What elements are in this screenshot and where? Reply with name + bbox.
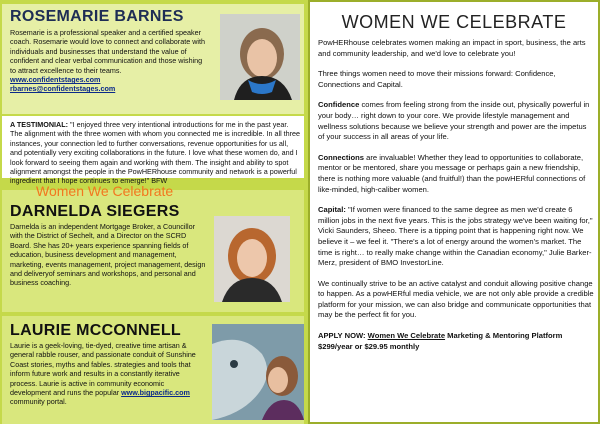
profile-bio: Darnelda is an independent Mortgage Broker, a Councillor with the District of Sechelt, and a Director on the SCRD Board. She has 20+ years experience spanning fields of education, business development and management, marketing, events management, project management, design and deliveryof seminars and workshops, and personal and business coaching. [10, 222, 206, 288]
confidence-paragraph [318, 100, 594, 142]
testimonial-label: A TESTIMONIAL: [10, 120, 69, 129]
testimonial [10, 120, 302, 186]
apply-paragraph [318, 331, 594, 352]
profile-photo-laurie [212, 324, 304, 420]
bio-text: Rosemarie is a professional speaker and a certified speaker coach. Rosemarie would love to connect and collaborate with individuals and businesses that understand the value of confident and clear verbal communication and those wishing to attract excellence to their teams. [10, 28, 205, 75]
website-link[interactable]: www.confidentstages.com [10, 75, 101, 85]
confidence-text: comes from feeling strong from the inside out, physically powerful in your body… right down to your core. We provide lifestyle management and wellness solutions because we believe your strength and power are the impetus of your success in all areas of your life. [318, 100, 590, 142]
connections-paragraph [318, 153, 594, 195]
bio-text: Laurie is a geek-loving, tie-dyed, creative time artisan & general rabble rouser, and passionate conduit of Sunshine Coast stories, myths and fables. strategies and tools that inform future work and results in a constantly iterative process. Laurie is active in community economic development and runs the popular [10, 341, 196, 398]
website-link[interactable]: www.bigpacific.com [121, 388, 190, 398]
capital-paragraph [318, 205, 594, 269]
right-column [308, 0, 600, 424]
profile-photo-rosemarie [220, 14, 300, 100]
capital-text: "If women were financed to the same degree as men we'd create 6 million jobs in the next five years. This is the jobs strategy we've been waiting for," Vicki Saunders, Sheeo. There is a tipping point that is happening right now. We believe it – we feel it. "There's a lot of energy around the women's market. The time is right… to really make change within the Canadian economy," Julie Barker-Merz, president of BMO InvestorLine. [318, 205, 593, 268]
three-things-paragraph: Three things women need to move their missions forward: Confidence, Connections and Capital. [318, 69, 556, 89]
closing-paragraph: We continually strive to be an active catalyst and conduit allowing positive change to happen. As a powHERful media vehicle, we are not only able provide a credible platform for your mission, we can also bridge and communicate opportunities that may be the perfect fit for you. [318, 278, 594, 320]
bio-text-end: community portal. [10, 397, 67, 407]
profile-name: LAURIE MCCONNELL [10, 322, 182, 339]
profile-name: DARNELDA SIEGERS [10, 203, 180, 220]
intro-paragraph: PowHERhouse celebrates women making an impact in sport, business, the arts and community leadership, and we'd love to celebrate you! [318, 38, 586, 58]
profile-name: ROSEMARIE BARNES [10, 8, 184, 25]
section-subtitle: Women We Celebrate [36, 183, 174, 199]
article-body [318, 38, 594, 362]
confidence-label: Confidence [318, 100, 360, 110]
page-title: WOMEN WE CELEBRATE [341, 12, 567, 32]
profile-bio [10, 341, 206, 407]
apply-text: Marketing & Mentoring Platform $299/year or $29.95 monthly [318, 331, 563, 351]
apply-link[interactable]: Women We Celebrate [367, 331, 446, 341]
profile-photo-darnelda [214, 216, 290, 302]
connections-label: Connections [318, 152, 364, 162]
connections-text: are invaluable! Whether they lead to opportunities to collaborate, mentor or be mentored, share you message or perhaps gain a new friendship, there is nothing more valuable (and fruitful!) than the powHERful connections of like-minded, high-caliber women. [318, 152, 586, 194]
testimonial-text: "I enjoyed three very intentional introductions for me in the past year. The alignment with the three women with whom you connected me is incredible. In all three instances, your connection led to further conversations, revenue opportunities for us all, and potentially very exciting collaborations in the future. I love what these women do, and I look forward to seeing them again and working with them. The insight and ability to spot alignment amongst the people in the PowHERhouse community and network is a powerful ingredient that I hope continues to emerge!" [10, 120, 301, 186]
apply-label: APPLY NOW: [318, 331, 366, 341]
email-link[interactable]: rbarnes@confidentstages.com [10, 84, 116, 94]
capital-label: Capital: [318, 205, 346, 215]
testimonial-author: BFW [151, 176, 168, 186]
profile-bio [10, 28, 210, 94]
